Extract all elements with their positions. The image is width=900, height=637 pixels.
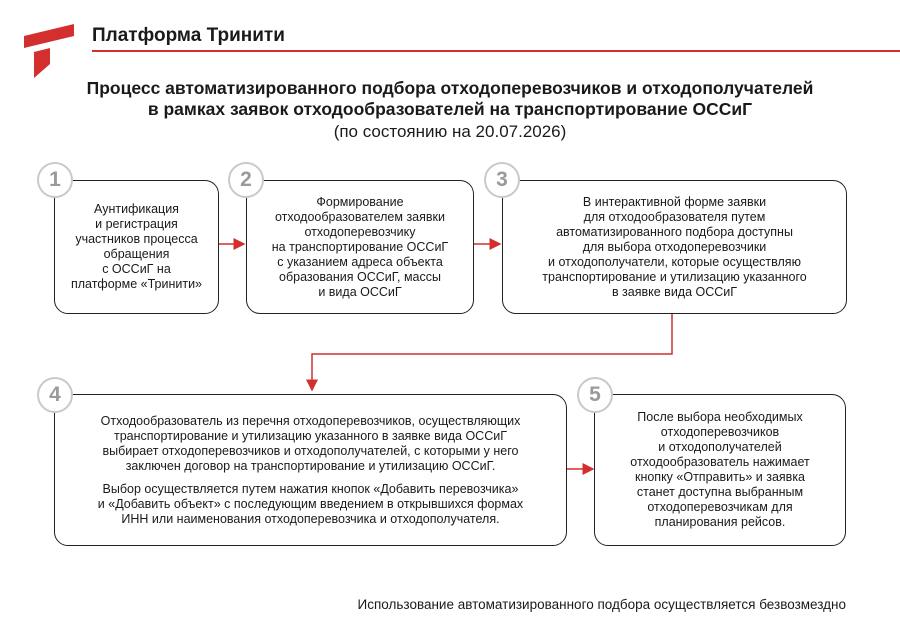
text-line: отходоперевозчиков [660, 425, 780, 439]
text-line: участников процесса [75, 232, 198, 246]
step-5-box [594, 394, 846, 546]
step-2-text [272, 195, 448, 300]
text-line: отходоперевозчику [304, 224, 416, 239]
step-4-number: 4 [37, 377, 73, 413]
title-line: в рамках заявок отходообразователей на транспортирование ОССиГ [147, 99, 753, 119]
step-5-text [630, 410, 809, 530]
step-3-text [542, 195, 806, 300]
text-line: и отходополучатели, которые осуществляю [548, 254, 801, 269]
text-line: Аунтификация [94, 202, 179, 216]
text-line: и вида ОССиГ [318, 284, 402, 299]
text-line: кнопку «Отправить» и заявка [634, 470, 806, 484]
arrow-3-4 [312, 314, 672, 390]
text-line: отходоперевозчикам для [647, 500, 793, 514]
text-line: В интерактивной форме заявки [582, 194, 767, 209]
text-line: выбирает отходоперевозчиков и отходополучателей, с которыми у него [102, 443, 519, 458]
text-line: После выбора необходимых [637, 410, 803, 424]
text-line: для отходообразователя путем [583, 209, 766, 224]
text-line: и «Добавить объект» с последующим введением в открывшихся формах [97, 496, 524, 511]
step-1-box [54, 180, 219, 314]
text-line: автоматизированного подбора доступны [556, 224, 793, 239]
text-line: образования ОССиГ, массы [279, 269, 441, 284]
step-1-text [71, 202, 202, 292]
step-2-box [246, 180, 474, 314]
text-line: станет доступна выбранным [636, 485, 804, 499]
footer-note: Использование автоматизированного подбора осуществляется безвозмездно [357, 597, 846, 612]
text-line: обращения [103, 247, 170, 261]
text-line: платформе «Тринити» [70, 277, 203, 291]
text-line: транспортирование и утилизацию указанного в заявке вида ОССиГ [114, 428, 507, 443]
text-line: отходообразователь нажимает [630, 455, 810, 469]
text-line: в заявке вида ОССиГ [611, 284, 738, 299]
step-5-number: 5 [577, 377, 613, 413]
step-2-number: 2 [228, 162, 264, 198]
text-line: с указанием адреса объекта [277, 254, 443, 269]
step-4-paragraph-2 [98, 482, 523, 527]
step-1-number: 1 [37, 162, 73, 198]
text-line: для выбора отходоперевозчики [582, 239, 767, 254]
step-4-box [54, 394, 567, 546]
text-line: транспортирование и утилизацию указанного [542, 269, 807, 284]
text-line: Выбор осуществляется путем нажатия кнопок «Добавить перевозчика» [102, 481, 519, 496]
text-line: планирования рейсов. [654, 515, 786, 529]
step-3-box [502, 180, 847, 314]
text-line: заключен договор на транспортирование и утилизацию ОССиГ. [125, 458, 496, 473]
step-4-paragraph-1 [101, 414, 521, 474]
text-line: на транспортирование ОССиГ [271, 239, 449, 254]
text-line: отходообразователем заявки [274, 209, 445, 224]
text-line: с ОССиГ на [102, 262, 171, 276]
text-line: ИНН или наименования отходоперевозчика и отходополучателя. [121, 511, 500, 526]
page-subtitle: (по состоянию на 20.07.2026) [333, 122, 567, 141]
brand-name: Платформа Тринити [92, 25, 285, 46]
text-line: и регистрация [95, 217, 178, 231]
step-3-number: 3 [484, 162, 520, 198]
text-line: Формирование [316, 194, 404, 209]
text-line: Отходообразователь из перечня отходоперевозчиков, осуществляющих [100, 413, 521, 428]
text-line: и отходополучателей [658, 440, 782, 454]
title-line: Процесс автоматизированного подбора отходоперевозчиков и отходополучателей [86, 78, 814, 98]
